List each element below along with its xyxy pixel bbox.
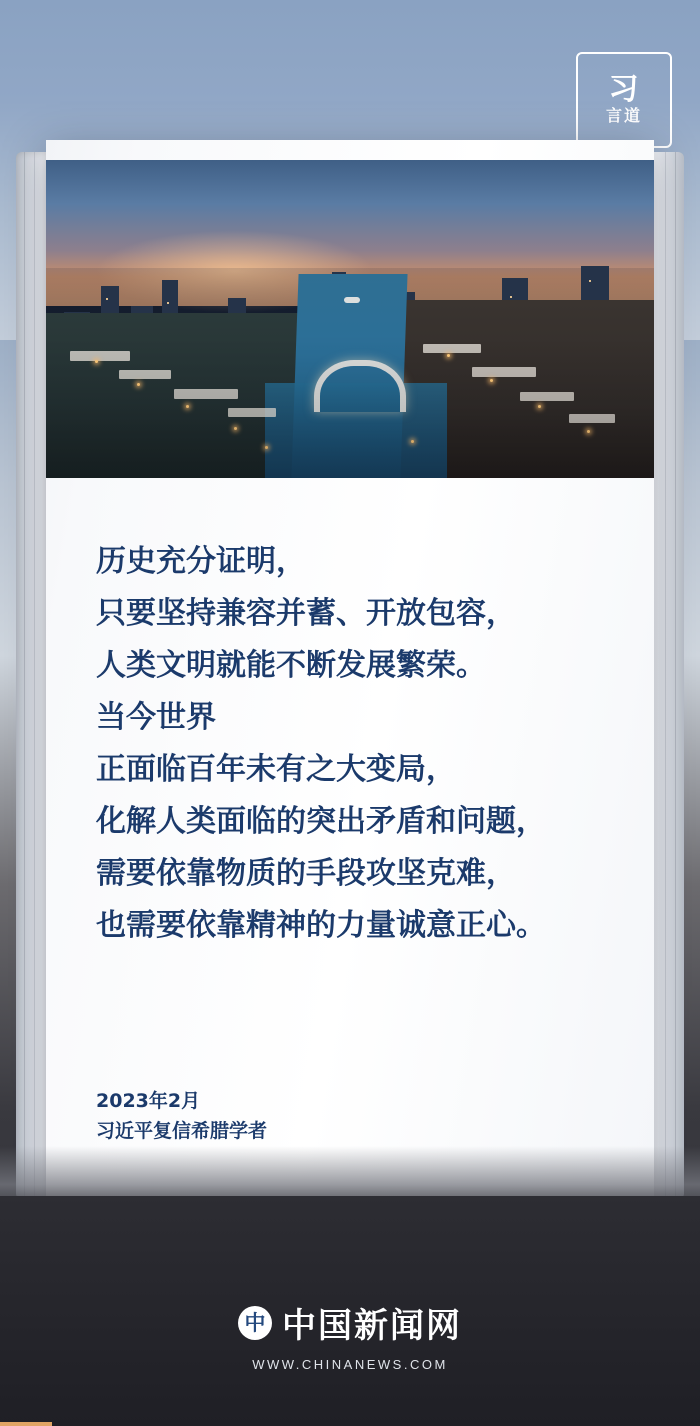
- footer-brand: [0, 1298, 700, 1372]
- quote-line: 历史充分证明，: [96, 544, 306, 579]
- quote-line: 需要依靠物质的手段攻坚克难，: [96, 856, 516, 891]
- book-page-edge-right: [650, 152, 684, 1198]
- seal-sub-chars: 言道: [605, 105, 642, 125]
- book-page-edge-left: [16, 152, 50, 1198]
- attribution-source: 习近平复信希腊学者: [96, 1120, 268, 1142]
- city-canal-night-photo: [46, 160, 654, 478]
- quote-line: 人类文明就能不断发展繁荣。: [96, 648, 486, 683]
- quote-line: 化解人类面临的突出矛盾和问题，: [96, 804, 546, 839]
- attribution-block: [96, 1086, 267, 1146]
- quote-block: [96, 536, 616, 952]
- attribution-date: 2023年2月: [96, 1090, 201, 1112]
- corner-accent-line: [0, 1422, 52, 1426]
- xi-yan-dao-seal: [576, 52, 672, 148]
- brand-url: WWW.CHINANEWS.COM: [252, 1357, 448, 1372]
- quote-line: 只要坚持兼容并蓄、开放包容，: [96, 596, 516, 631]
- seal-main-char: 习: [608, 71, 640, 107]
- quote-line: 正面临百年未有之大变局，: [96, 752, 456, 787]
- chinanews-logo-icon: 中: [238, 1306, 272, 1340]
- brand-name: 中国新闻网: [282, 1306, 462, 1346]
- quote-line: 当今世界: [96, 700, 216, 735]
- quote-line: 也需要依靠精神的力量诚意正心。: [96, 908, 546, 943]
